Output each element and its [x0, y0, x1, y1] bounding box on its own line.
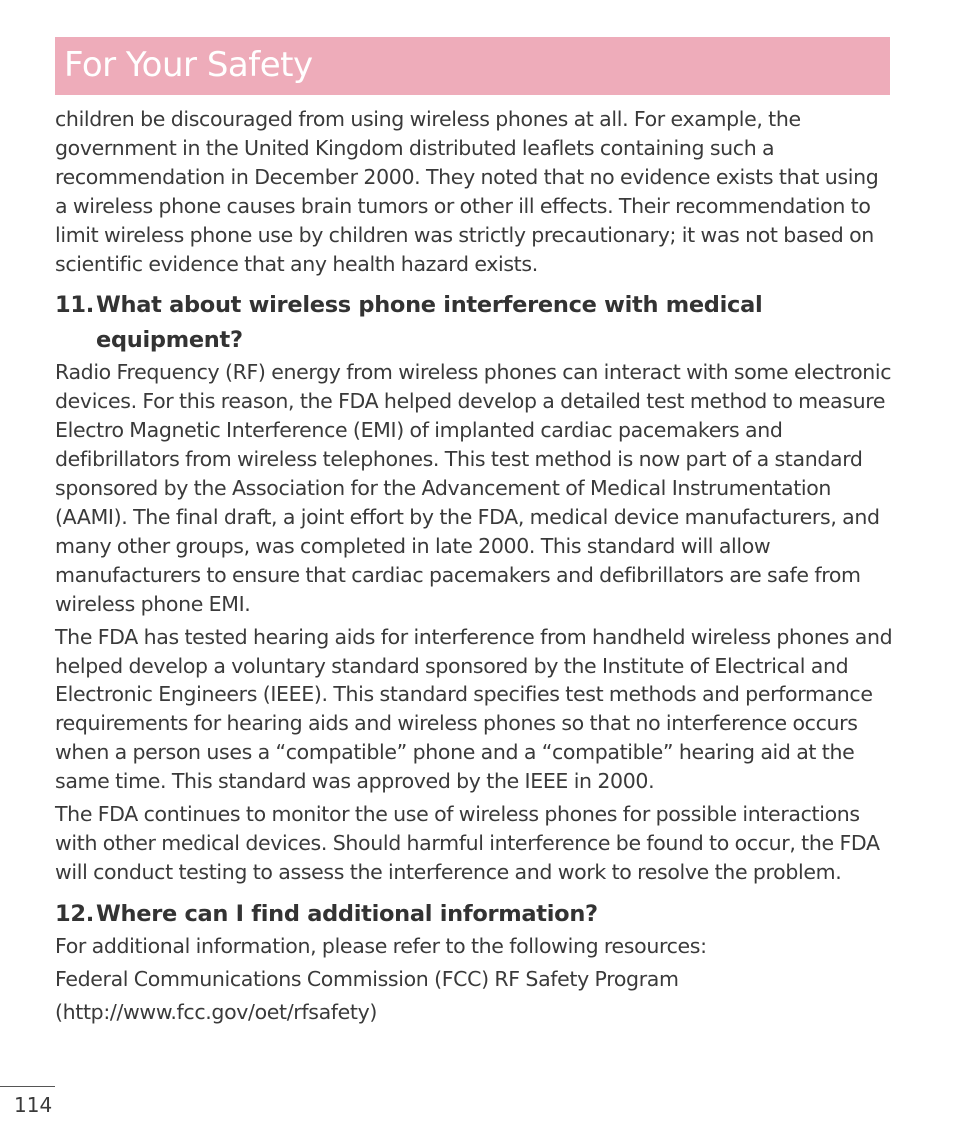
page-number: 114 [14, 1093, 53, 1117]
resource-name: Federal Communications Commission (FCC) RF Safety Program [55, 966, 679, 991]
section-11-title: What about wireless phone interference with medical equipment? [96, 292, 763, 354]
resource-url: (http://www.fcc.gov/oet/rfsafety) [55, 999, 378, 1024]
section-11-paragraph: The FDA has tested hearing aids for interference from handheld wireless phones and helped develop a voluntary standard sponsored by the Institute of Electrical and Electronic Engineers (IEEE). This standard specifies test methods and performance requirements for hearing aids and wireless phones so that no interference occurs when a person uses a “compatible” phone and a “compatible” hearing aid at the same time. This standard was approved by the IEEE in 2000. [55, 624, 893, 794]
section-header-band [55, 37, 890, 95]
section-11-paragraph: The FDA continues to monitor the use of wireless phones for possible interactions with other medical devices. Should harmful interference be found to occur, the FDA will conduct testing to assess the interference and work to resolve the problem. [55, 802, 880, 884]
section-11-heading [55, 288, 895, 358]
intro-paragraph: children be discouraged from using wireless phones at all. For example, the government in the United Kingdom distributed leaflets containing such a recommendation in December 2000. They noted that no evidence exists that using a wireless phone causes brain tumors or other ill effects. Their recommendation to limit wireless phone use by children was strictly precautionary; it was not based on scientific evidence that any health hazard exists. [55, 107, 879, 276]
section-12-heading [55, 897, 895, 932]
section-11-paragraph: Radio Frequency (RF) energy from wireless phones can interact with some electronic devices. For this reason, the FDA helped develop a detailed test method to measure Electro Magnetic Interference (EMI) of implanted cardiac pacemakers and defibrillators from wireless telephones. This test method is now part of a standard sponsored by the Association for the Advancement of Medical Instrumentation (AAMI). The final draft, a joint effort by the FDA, medical device manufacturers, and many other groups, was completed in late 2000. This standard will allow manufacturers to ensure that cardiac pacemakers and defibrillators are safe from wireless phone EMI. [55, 360, 892, 616]
page-number-rule [0, 1086, 55, 1087]
section-11-number: 11. [55, 292, 94, 319]
section-12-paragraph: For additional information, please refer to the following resources: [55, 933, 707, 958]
page-title: For Your Safety [64, 45, 313, 85]
section-12-title: Where can I find additional information? [96, 900, 598, 927]
section-12-number: 12. [55, 900, 94, 927]
document-body [55, 105, 895, 1030]
